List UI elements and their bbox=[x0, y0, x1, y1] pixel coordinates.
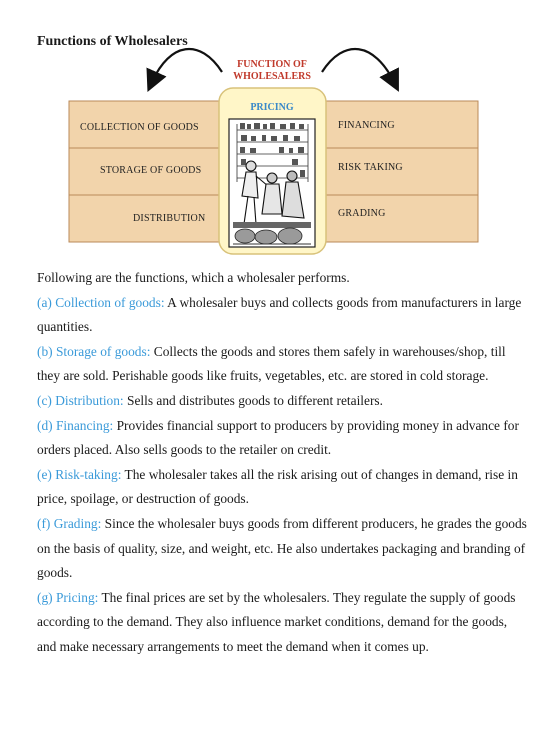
desc-grading: Since the wholesaler buys goods from different producers, he grades the goods on the basis of quality, size, and weight, etc. He also undertakes packaging and branding of goods. bbox=[37, 515, 527, 581]
functions-diagram bbox=[0, 0, 547, 262]
term-storage: (b) Storage of goods: bbox=[37, 343, 151, 359]
center-title-line1: FUNCTION OF bbox=[237, 59, 307, 70]
term-risk-taking: (e) Risk-taking: bbox=[37, 466, 122, 482]
right-curved-arrow bbox=[322, 49, 394, 82]
function-item-grading bbox=[37, 512, 527, 586]
desc-storage: Collects the goods and stores them safely in warehouses/shop, till they are sold. Perishable goods like fruits, vegetables, etc. are stored in cold storage. bbox=[37, 343, 506, 384]
desc-collection: A wholesaler buys and collects goods from manufacturers in large quantities. bbox=[37, 294, 522, 335]
desc-distribution: Sells and distributes goods to different retailers. bbox=[123, 392, 383, 408]
term-pricing: (g) Pricing: bbox=[37, 589, 99, 605]
left-box-collection bbox=[69, 101, 224, 148]
function-item-distribution bbox=[37, 389, 527, 414]
term-grading: (f) Grading: bbox=[37, 515, 102, 531]
desc-risk-taking: The wholesaler takes all the risk arising out of changes in demand, rise in price, spoilage, or destruction of goods. bbox=[37, 466, 518, 507]
function-item-risk-taking bbox=[37, 463, 527, 512]
right-box-risk-label: RISK TAKING bbox=[338, 162, 403, 173]
right-box-risk bbox=[326, 148, 478, 195]
intro-paragraph: Following are the functions, which a wholesaler performs. bbox=[37, 270, 350, 285]
shop-illustration bbox=[229, 119, 315, 247]
left-box-distribution-label: DISTRIBUTION bbox=[133, 213, 206, 224]
right-box-financing bbox=[326, 101, 478, 148]
right-box-financing-label: FINANCING bbox=[338, 120, 395, 131]
left-curved-arrow bbox=[152, 49, 222, 82]
function-item-pricing bbox=[37, 586, 527, 660]
center-card-label: PRICING bbox=[250, 102, 294, 113]
function-item-storage bbox=[37, 340, 527, 389]
function-item-financing bbox=[37, 414, 527, 463]
left-box-collection-label: COLLECTION OF GOODS bbox=[80, 122, 199, 133]
left-box-distribution bbox=[69, 195, 224, 242]
left-box-storage-label: STORAGE OF GOODS bbox=[100, 165, 202, 176]
term-distribution: (c) Distribution: bbox=[37, 392, 124, 408]
left-box-storage bbox=[69, 148, 224, 195]
function-item-collection bbox=[37, 291, 527, 340]
body-text bbox=[37, 266, 527, 660]
term-financing: (d) Financing: bbox=[37, 417, 114, 433]
center-title-line2: WHOLESALERS bbox=[233, 71, 311, 82]
desc-pricing: The final prices are set by the wholesalers. They regulate the supply of goods according to the demand. They also influence market conditions, demand for the goods, and make necessary arrangements to meet the demand when it comes up. bbox=[37, 589, 516, 654]
term-collection: (a) Collection of goods: bbox=[37, 294, 165, 310]
desc-financing: Provides financial support to producers by providing money in advance for orders placed. Also sells goods to the retailer on credit. bbox=[37, 417, 519, 458]
right-box-grading-label: GRADING bbox=[338, 208, 386, 219]
right-box-grading bbox=[326, 195, 478, 242]
page-heading: Functions of Wholesalers bbox=[37, 34, 188, 49]
